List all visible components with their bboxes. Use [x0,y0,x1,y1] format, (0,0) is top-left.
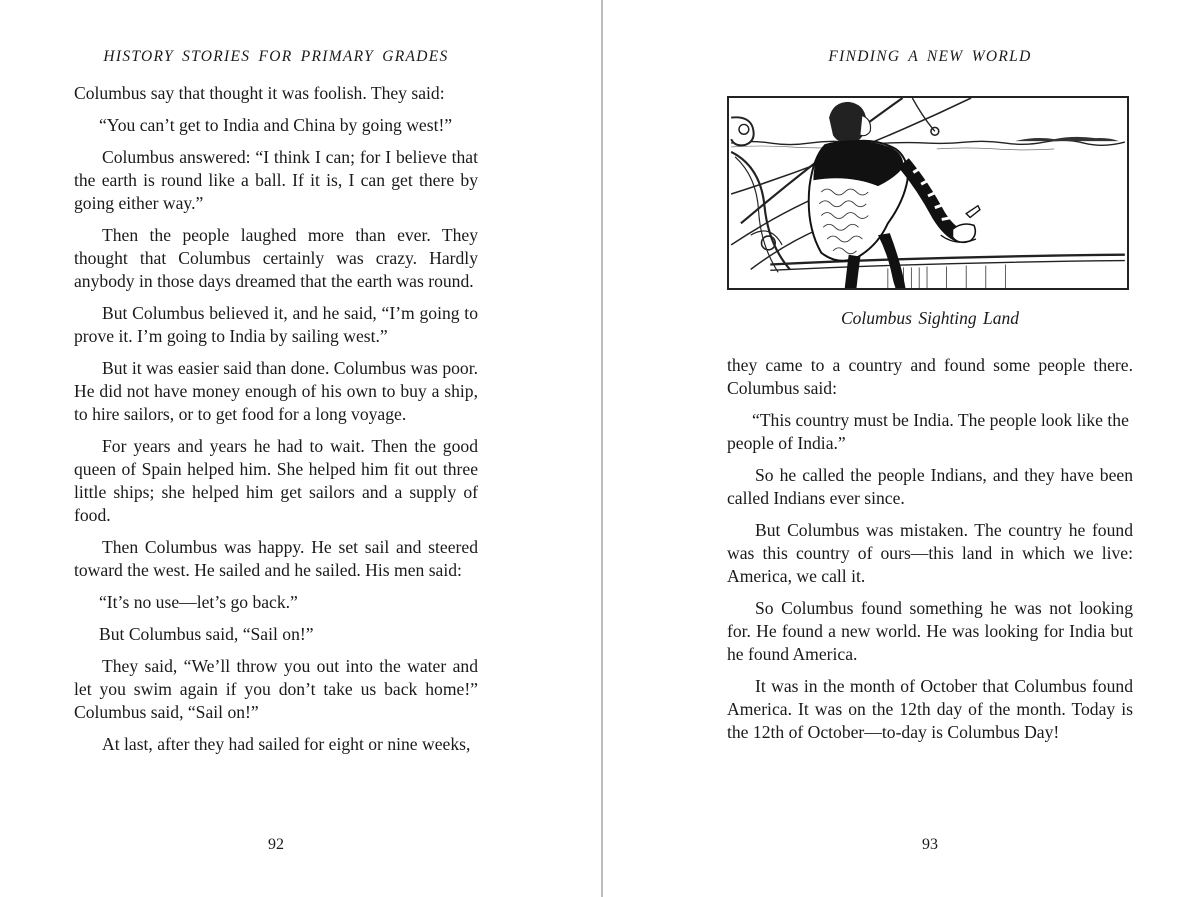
illustration-columbus [727,96,1129,290]
paragraph: Then the people laughed more than ever. They thought that Columbus certainly was crazy. Hardly anybody in those days dreamed that the earth was round. [74,225,478,291]
paragraph: So he called the people Indians, and they have been called Indians ever since. [727,465,1133,508]
paragraph: So Columbus found something he was not looking for. He found a new world. He was looking for India but he found America. [727,598,1133,664]
paragraph: They said, “We’ll throw you out into the water and let you swim again if you don’t take us back home!” Columbus said, “Sail on!” [74,656,478,722]
left-page-body [74,82,478,765]
running-head-left: HISTORY STORIES FOR PRIMARY GRADES [103,48,449,65]
paragraph: But Columbus said, “Sail on!” [99,624,314,644]
right-page [727,0,1133,897]
paragraph: But it was easier said than done. Columbus was poor. He did not have money enough of his own to buy a ship, to hire sailors, or to get food for a long voyage. [74,358,478,424]
paragraph: Columbus answered: “I think I can; for I believe that the earth is round like a ball. If it is, I can get there by going either way.” [74,147,478,213]
gutter-divider [601,0,603,897]
paragraph: Then Columbus was happy. He set sail and steered toward the west. He sailed and he sailed. His men said: [74,537,478,580]
figure-caption: Columbus Sighting Land [840,308,1020,328]
paragraph: “It’s no use—let’s go back.” [99,592,298,612]
paragraph: they came to a country and found some people there. Columbus said: [727,355,1133,398]
paragraph: For years and years he had to wait. Then the good queen of Spain helped him. She helped him fit out three little ships; she helped him get sailors and a supply of food. [74,436,478,525]
paragraph: Columbus say that thought it was foolish. They said: [74,83,445,103]
paragraph: At last, after they had sailed for eight or nine weeks, [102,734,471,754]
paragraph: “You can’t get to India and China by going west!” [99,115,453,135]
page-number-left: 92 [268,836,284,853]
right-page-body [727,354,1133,753]
paragraph: But Columbus believed it, and he said, “I’m going to prove it. I’m going to India by sailing west.” [74,303,478,346]
paragraph: It was in the month of October that Columbus found America. It was on the 12th day of the month. Today is the 12th of October—to-day is Columbus Day! [727,676,1133,742]
running-head-right: FINDING A NEW WORLD [828,48,1032,65]
paragraph: “This country must be India. The people look like the people of India.” [727,410,1129,453]
page-number-right: 93 [922,836,938,853]
left-page [74,0,478,897]
paragraph: But Columbus was mistaken. The country he found was this country of ours—this land in which we live: America, we call it. [727,520,1133,586]
